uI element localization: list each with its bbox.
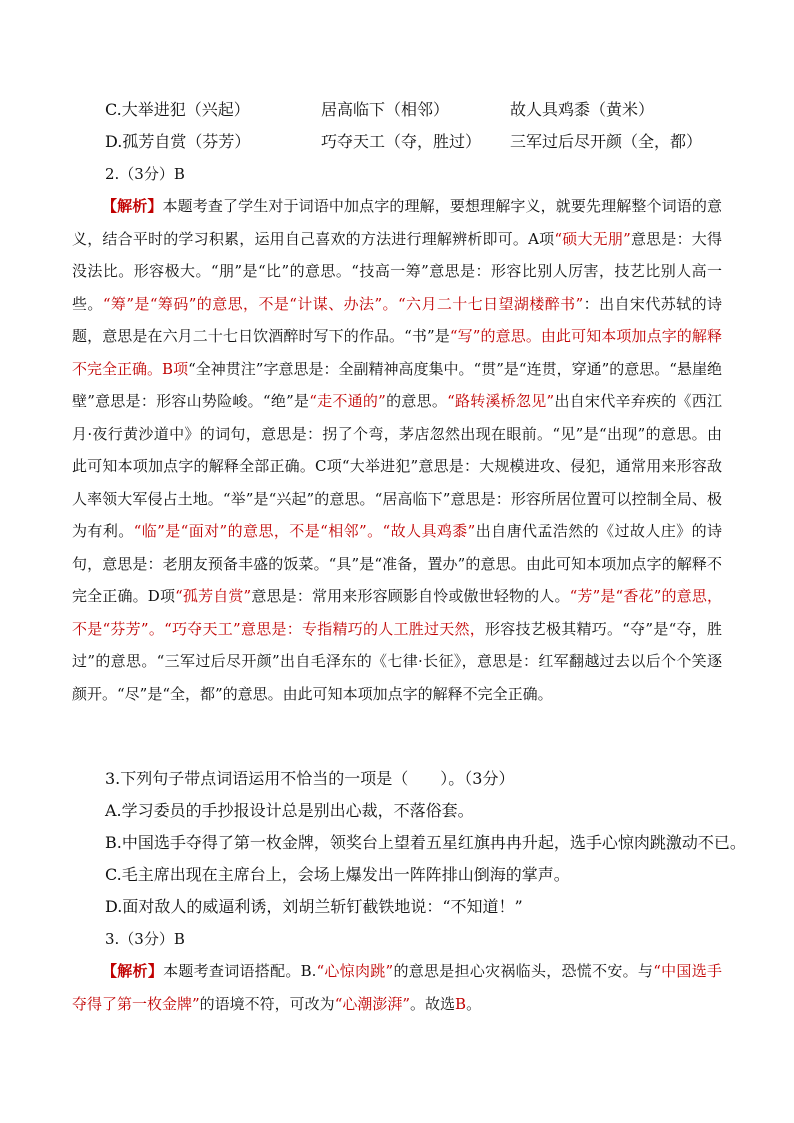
question-3-option-d: D.面对敌人的威逼利诱，刘胡兰斩钉截铁地说：“不知道！”: [105, 897, 523, 916]
analysis2-segment: “走不通的”: [309, 392, 386, 410]
analysis2-segment: “故人具鸡黍”: [382, 522, 476, 540]
analysis-2-label: 【解析】: [102, 197, 163, 215]
analysis3-segment: 的意思是担心灾祸临头，恐慌不安。与: [393, 962, 654, 980]
analysis2-segment: 出自宋代辛弃疾的《西江月·夜行黄沙道中》的词句，意思是：拐了个弯，茅店忽然出现在眼前。“见”是“出现”的意思。由此可知本项加点字的解释全部正确。C项“大举进犯”意思是：大规模进攻、侵犯，通常用来形容敌人率领大军侵占土地。“举”是“兴起”的意思。“居高临下”意思是：形容所居位置可以控制全局、极为有利。: [72, 392, 722, 540]
analysis3-segment: “中国选手夺得了第一枚金牌”: [72, 962, 722, 1013]
analysis-2-body: [72, 197, 722, 703]
analysis3-segment: B: [455, 994, 467, 1013]
option-d-2: 巧夺天工（夺，胜过）: [321, 132, 482, 151]
analysis2-segment: 本题考查了学生对于词语中加点字的理解，要想理解字义，就要先理解整个词语的意义，结合平时的学习积累，运用自己喜欢的方法进行理解辨析即可。A项: [72, 197, 722, 248]
analysis-3: [72, 955, 722, 1020]
analysis2-segment: “路转溪桥忽见”: [447, 392, 555, 410]
analysis2-segment: 的意思。: [385, 392, 448, 410]
analysis2-segment: “写”的意思。由此可知本项加点字的解释不完全正确。B项: [72, 327, 722, 378]
analysis-2: [72, 190, 722, 710]
option-c-2: 居高临下（相邻）: [321, 100, 450, 119]
analysis2-segment: “孤芳自赏”: [175, 587, 252, 605]
analysis3-segment: “心惊肉跳”: [316, 962, 394, 980]
option-d-3: 三军过后尽开颜（全，都）: [510, 132, 703, 151]
analysis3-segment: “心潮澎湃”: [334, 994, 411, 1013]
analysis2-segment: “全神贯注”字意思是：全副精神高度集中。“贯”是“连贯，穿通”的意思。“悬崖绝壁”意思是：形容山势险峻。“绝”是: [72, 359, 722, 410]
analysis2-segment: “芳”是“香花”的意思，不是“芬芳”。“巧夺天工”意思是：专指精巧的人工胜过天然，: [72, 587, 722, 638]
analysis3-segment: 本题考查词语搭配。B.: [163, 962, 317, 980]
analysis2-segment: “临”是“面对”的意思，不是“相邻”。: [133, 522, 383, 540]
analysis2-segment: 意思是：大得没法比。形容极大。“朋”是“比”的意思。“技高一筹”意思是：形容比别人厉害，技艺比别人高一些。: [72, 229, 722, 313]
analysis3-segment: 。: [466, 994, 482, 1013]
analysis2-segment: “筹”是“筹码”的意思，不是“计谋、办法”。: [102, 294, 398, 313]
question-3-option-c: C.毛主席出现在主席台上，会场上爆发出一阵阵排山倒海的掌声。: [105, 865, 570, 884]
option-d-1: D.孤芳自赏（芬芳）: [105, 132, 251, 151]
analysis2-segment: 形容技艺极其精巧。“夺”是“夺，胜过”的意思。“三军过后尽开颜”出自毛泽东的《七律·长征》，意思是：红军翻越过去以后个个笑逐颜开。“尽”是“全，都”的意思。由此可知本项加点字的解释不完全正确。: [72, 619, 722, 703]
analysis3-segment: 的语境不符，可改为: [199, 994, 335, 1013]
analysis-3-label: 【解析】: [102, 962, 164, 980]
question-3-option-b: B.中国选手夺得了第一枚金牌，领奖台上望着五星红旗冉冉升起，选手心惊肉跳激动不已。: [105, 833, 746, 852]
answer-2: 2.（3分）B: [105, 165, 185, 183]
analysis3-segment: 。故选: [410, 994, 456, 1013]
option-c-1: C.大举进犯（兴起）: [105, 100, 250, 119]
question-3-stem: 3.下列句子带点词语运用不恰当的一项是（ ）。（3分）: [105, 769, 515, 788]
analysis2-segment: “六月二十七日望湖楼醉书”: [397, 294, 584, 313]
analysis-3-body: [72, 962, 722, 1013]
answer-3: 3.（3分）B: [105, 930, 185, 948]
option-c-3: 故人具鸡黍（黄米）: [510, 100, 655, 119]
question-3-option-a: A.学习委员的手抄报设计总是别出心裁，不落俗套。: [105, 801, 474, 820]
analysis2-segment: 出自唐代孟浩然的《过故人庄》的诗句，意思是：老朋友预备丰盛的饭菜。“具”是“准备，置办”的意思。由此可知本项加点字的解释不完全正确。D项: [72, 522, 722, 605]
analysis2-segment: 意思是：常用来形容顾影自怜或傲世轻物的人。: [251, 587, 570, 605]
analysis2-segment: ：出自宋代苏轼的诗题，意思是在六月二十七日饮酒醉时写下的作品。“书”是: [72, 294, 722, 345]
analysis2-segment: “硕大无朋”: [554, 229, 631, 248]
